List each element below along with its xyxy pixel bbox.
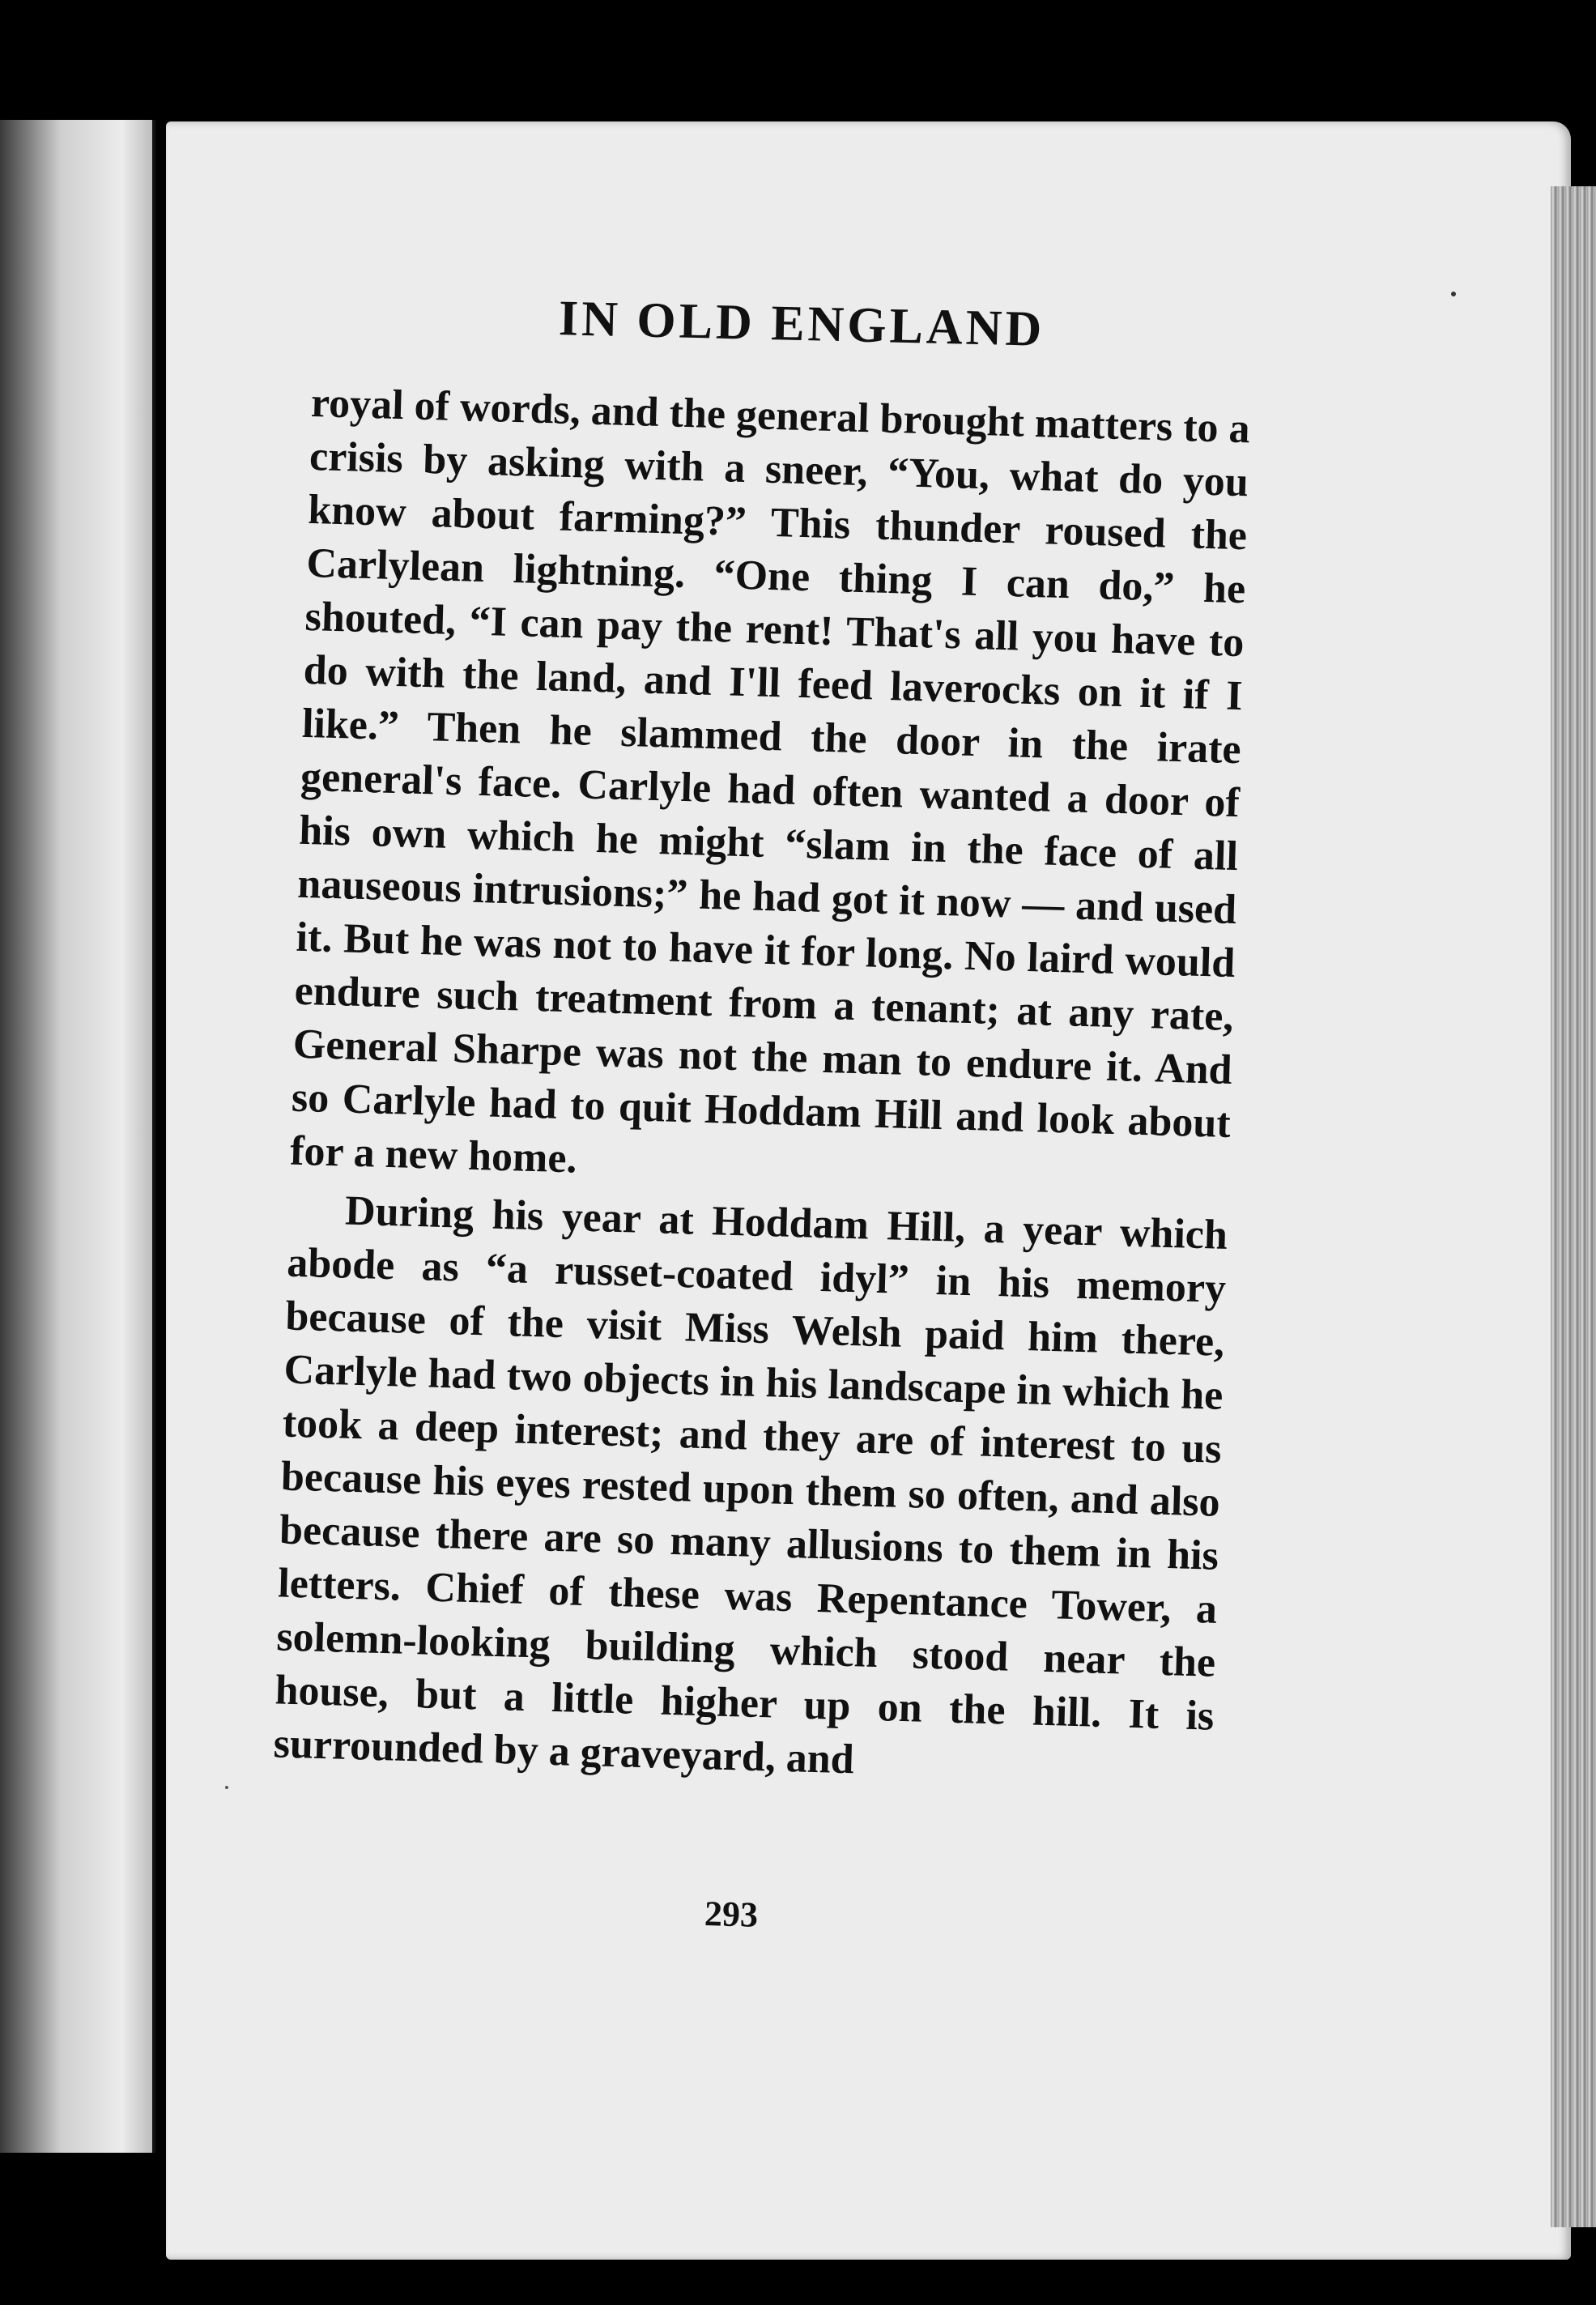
ink-speck-2 bbox=[225, 1786, 228, 1789]
facing-page-edge bbox=[0, 120, 155, 2153]
running-head: IN OLD ENGLAND bbox=[558, 291, 1046, 357]
page-number: 293 bbox=[704, 1894, 759, 1935]
page-block-edge bbox=[1551, 186, 1596, 2227]
paragraph-2: During his year at Hoddam Hill, a year which abode as “a russet-coated idyl” in his memory because of the visit Miss Welsh paid him there, Carlyle had two objects in his landscape in which he took a deep interest; and they are of interest to us because his eyes rested upon them so often, and also because there are so many allusions to them in his letters. Chief of these was Repentance Tower, a solemn-looking building which stood near the house, but a little higher up on the hill. It is surrounded by a graveyard, and bbox=[273, 1187, 1228, 1783]
body-text bbox=[273, 377, 1251, 1797]
ink-speck bbox=[1451, 292, 1456, 296]
paragraph-1: royal of words, and the general brought matters to a crisis by asking with a sneer, “You, what do you know about farming?” This thunder roused the Carlylean lightning. “One thing I can do,” he shouted, “I can pay the rent! That's all you have to do with the land, and I'll feed laverocks on it if I like.” Then he slammed the door in the irate general's face. Carlyle had often wanted a door of his own which he might “slam in the face of all nauseous intrusions;” he had got it now — and used it. But he was not to have it for long. No laird would endure such treatment from a tenant; at any rate, General Sharpe was not the man to endure it. And so Carlyle had to quit Hoddam Hill and look about for a new home. bbox=[289, 379, 1251, 1182]
